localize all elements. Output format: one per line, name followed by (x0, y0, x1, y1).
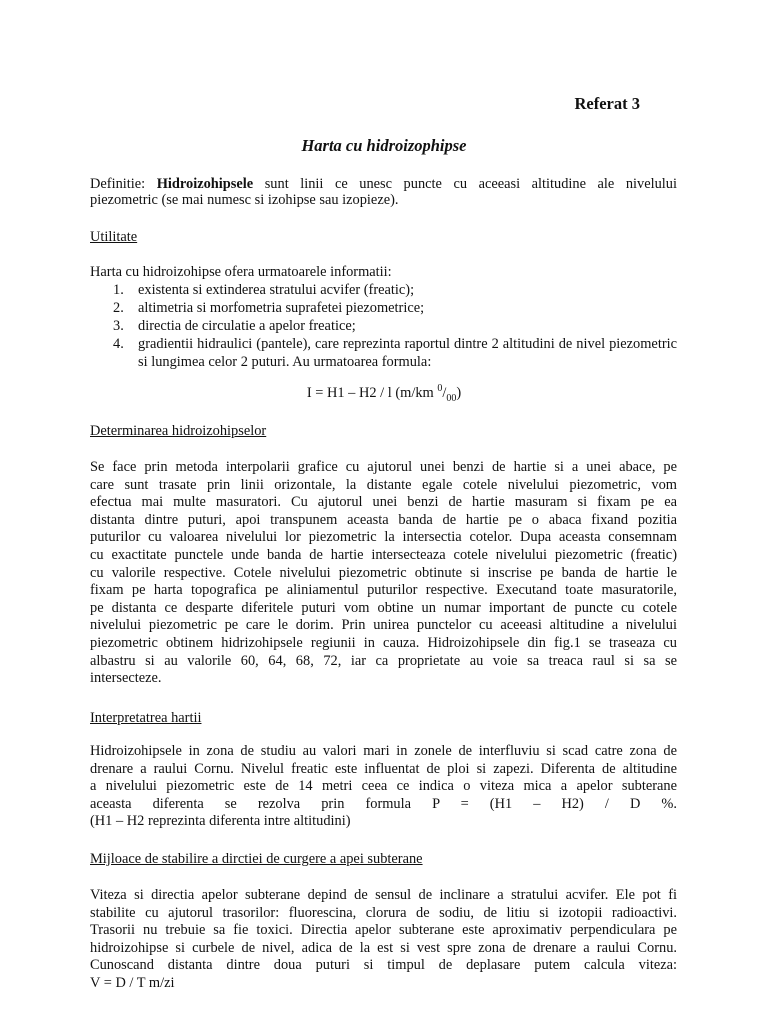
text-line: Cunoscand distanta dintre doua puturi si timpul de deplasare putem calcula viteza: (90, 957, 677, 974)
list-item: 3. directia de circulatie a apelor freatice; (113, 318, 356, 334)
text-line: V = D / T m/zi (90, 975, 175, 991)
text-line: Viteza si directia apelor subterane depind de sensul de inclinare a stratului acvifer. Ele pot fi (90, 887, 677, 903)
definition-line-2: piezometric (se mai numesc si izohipse sau izopieze). (90, 192, 399, 208)
list-item: 2. altimetria si morfometria suprafetei piezometrice; (113, 300, 425, 316)
text-line: distanta dintre puturi, apoi transpunem aceasta banda de hartie pe o abaca fixand pozitia (90, 511, 677, 528)
text-line: albastru si au valorile 60, 64, 68, 72, iar ca proprietate au voie sa treaca raul si sa se (90, 652, 677, 669)
text-line: piezometric obtinem hidrizohipsele regiunii in cauza. Hidroizohipsele din fig.1 se traseaza cu (90, 635, 677, 651)
text-line: nivelului piezometric pe care le dorim. Prin unirea punctelor cu aceeasi altitudine a nivelului (90, 617, 677, 634)
text-line: cu exactitate punctele unde banda de hartie intersecteaza cotele nivelului piezometric (freatic) (90, 547, 677, 563)
list-item: 1. existenta si extinderea stratului acvifer (freatic); (113, 282, 415, 298)
text-line: stabilite cu ajutorul trasorilor: fluorescina, clorura de sodiu, de litiu si izotopii radioactivi. (90, 904, 677, 921)
text-line: aceasta diferenta se rezolva prin formula P = (H1 – H2) / D %. (90, 795, 677, 812)
text-line: Hidroizohipsele in zona de studiu au valori mari in zonele de interfluviu si scad catre zona de (90, 743, 677, 759)
utilitate-intro: Harta cu hidroizohipse ofera urmatoarele informatii: (90, 264, 392, 280)
text-line: pe distanta ce desparte diferitele puturi vom obtine un numar important de puncte cu cotele (90, 599, 677, 616)
text-line: (H1 – H2 reprezinta diferenta intre altitudini) (90, 813, 351, 830)
section-heading-mijloace: Mijloace de stabilire a dirctiei de curgere a apei subterane (90, 851, 423, 867)
section-heading-interpretare: Interpretatrea hartii (90, 710, 202, 726)
utilitate-list (90, 281, 677, 371)
definition-term: Hidroizohipsele (156, 176, 254, 192)
text-line: a nivelului piezometric este de 14 metri ceea ce indica o viteza mica a apelor subterane (90, 778, 677, 795)
list-item: 4. gradientii hidraulici (pantele), care reprezinta raportul dintre 2 altitudini de nivel piezometric si lungimea celor 2 puturi. Au urmatoarea formula: (113, 336, 677, 370)
gradient-formula: I = H1 – H2 / l (m/km $^0/_{00}$) (306, 383, 462, 404)
definition-prefix: Definitie: (90, 176, 157, 192)
text-line: puturilor cu valoarea nivelului lor piezometric la intersectia cotelor. Dupa aceasta consemnam (90, 529, 677, 546)
text-line: Se face prin metoda interpolarii grafice cu ajutorul unei benzi de hartie si a unei abace, pe (90, 459, 677, 475)
text-line: care sunt trasate prin linii orizontale, la distante egale cotele nivelului piezometric, vom (90, 476, 677, 493)
referat-number: Referat 3 (574, 94, 640, 113)
text-line: drenare a raului Cornu. Nivelul freatic este influentat de ploi si zapezi. Diferenta de altitudine (90, 760, 677, 777)
section-heading-utilitate: Utilitate (90, 229, 138, 245)
definition-rest: sunt linii ce unesc puncte cu aceeasi altitudine ale nivelului (253, 176, 677, 192)
section-heading-determinare: Determinarea hidroizohipselor (90, 423, 267, 439)
text-line: efectua mai multe masuratori. Cu ajutorul unei benzi de hartie masuram si fixam pe ea (90, 494, 677, 511)
document-title: Harta cu hidroizophipse (301, 136, 467, 155)
text-line: cu valorile respective. Cotele nivelului piezometric obtinute si inscrise pe banda de hartie le (90, 564, 677, 581)
text-line: intersecteze. (90, 670, 162, 687)
text-line: hidroizohipse si curbele de nivel, adica de la est si vest spre zona de drenare a raului Cornu. (90, 939, 677, 956)
text-line: fixam pe harta topografica pe aliniamentul puturilor respective. Executand toate masuratorile, (90, 582, 677, 599)
text-line: Trasorii nu trebuie sa fie toxici. Directia apelor subterane este aproximativ perpendiculara pe (90, 922, 677, 939)
